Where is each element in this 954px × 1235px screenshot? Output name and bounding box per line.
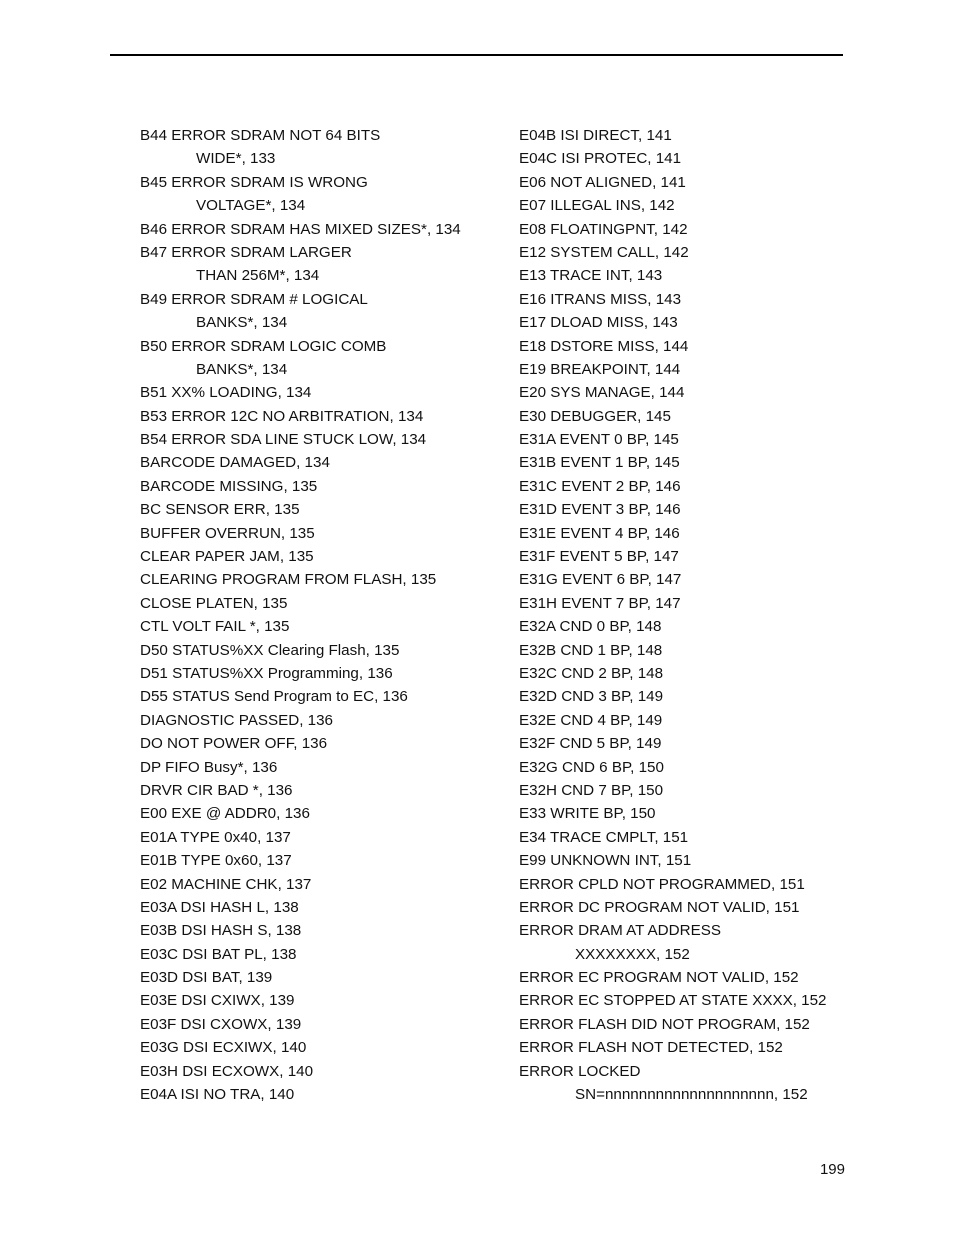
index-entry: B50 ERROR SDRAM LOGIC COMB	[140, 337, 387, 355]
index-entry: B49 ERROR SDRAM # LOGICAL	[140, 290, 368, 308]
index-entry: D55 STATUS Send Program to EC, 136	[140, 688, 408, 706]
index-entry: E99 UNKNOWN INT, 151	[519, 852, 692, 870]
index-entry: ERROR DC PROGRAM NOT VALID, 151	[519, 898, 800, 916]
index-entry: E32D CND 3 BP, 149	[519, 688, 664, 706]
header-rule	[110, 54, 843, 56]
index-entry-continuation: BANKS*, 134	[196, 314, 288, 332]
index-entry: E04B ISI DIRECT, 141	[519, 127, 672, 144]
index-entry: E31A EVENT 0 BP, 145	[519, 431, 679, 449]
index-entry: D50 STATUS%XX Clearing Flash, 135	[140, 641, 400, 659]
index-entry: E31H EVENT 7 BP, 147	[519, 594, 681, 612]
index-entry: E32F CND 5 BP, 149	[519, 735, 662, 753]
index-entry: E03F DSI CXOWX, 139	[140, 1015, 302, 1033]
index-entry: E32E CND 4 BP, 149	[519, 711, 663, 729]
index-entry: E02 MACHINE CHK, 137	[140, 875, 312, 893]
index-entry: DIAGNOSTIC PASSED, 136	[140, 711, 333, 729]
index-entry-continuation: THAN 256M*, 134	[196, 267, 320, 285]
index-entry: B53 ERROR 12C NO ARBITRATION, 134	[140, 407, 424, 425]
index-entry: E33 WRITE BP, 150	[519, 805, 656, 823]
index-column-right	[519, 124, 849, 1106]
index-entry: E31B EVENT 1 BP, 145	[519, 454, 680, 472]
index-entry-continuation: VOLTAGE*, 134	[196, 197, 306, 215]
index-entry: E01B TYPE 0x60, 137	[140, 852, 292, 870]
index-entry: E32H CND 7 BP, 150	[519, 781, 664, 799]
index-entry: B44 ERROR SDRAM NOT 64 BITS	[140, 127, 381, 144]
index-entry: B47 ERROR SDRAM LARGER	[140, 243, 352, 261]
index-entry: E30 DEBUGGER, 145	[519, 407, 671, 425]
index-entry: E18 DSTORE MISS, 144	[519, 337, 689, 355]
index-entry: E03E DSI CXIWX, 139	[140, 992, 295, 1010]
index-entry: E04C ISI PROTEC, 141	[519, 150, 682, 168]
index-column-left	[140, 124, 515, 1106]
index-entry: E32B CND 1 BP, 148	[519, 641, 663, 659]
index-entry: ERROR EC STOPPED AT STATE XXXX, 152	[519, 992, 827, 1010]
index-entry: E07 ILLEGAL INS, 142	[519, 197, 675, 215]
index-entry: ERROR FLASH NOT DETECTED, 152	[519, 1039, 783, 1057]
index-entry: E34 TRACE CMPLT, 151	[519, 828, 689, 846]
index-entry: E17 DLOAD MISS, 143	[519, 314, 678, 332]
index-entry: E03G DSI ECXIWX, 140	[140, 1039, 307, 1057]
index-entry: E31D EVENT 3 BP, 146	[519, 501, 681, 519]
index-entry: DO NOT POWER OFF, 136	[140, 735, 328, 753]
index-entry: CLEARING PROGRAM FROM FLASH, 135	[140, 571, 437, 589]
index-entry: ERROR DRAM AT ADDRESS	[519, 922, 721, 940]
index-entry: E31C EVENT 2 BP, 146	[519, 477, 681, 495]
index-entry: DRVR CIR BAD *, 136	[140, 781, 293, 799]
index-entry: B45 ERROR SDRAM IS WRONG	[140, 173, 368, 191]
index-entry: ERROR LOCKED	[519, 1062, 641, 1080]
index-entry: D51 STATUS%XX Programming, 136	[140, 664, 393, 682]
index-entry: B54 ERROR SDA LINE STUCK LOW, 134	[140, 431, 427, 449]
index-entry: E32A CND 0 BP, 148	[519, 618, 662, 636]
index-entry: E03A DSI HASH L, 138	[140, 898, 299, 916]
index-entry: E03B DSI HASH S, 138	[140, 922, 302, 940]
index-entry: BARCODE DAMAGED, 134	[140, 454, 330, 472]
index-entry: ERROR EC PROGRAM NOT VALID, 152	[519, 969, 799, 987]
index-entry: E16 ITRANS MISS, 143	[519, 290, 682, 308]
index-entry: E03D DSI BAT, 139	[140, 969, 273, 987]
page-number: 199	[819, 1161, 845, 1178]
index-entry-continuation: WIDE*, 133	[196, 150, 276, 168]
index-entry: B46 ERROR SDRAM HAS MIXED SIZES*, 134	[140, 220, 461, 238]
index-entry: E06 NOT ALIGNED, 141	[519, 173, 686, 191]
index-entry: E04A ISI NO TRA, 140	[140, 1086, 295, 1104]
index-entry: BC SENSOR ERR, 135	[140, 501, 300, 519]
index-entry-continuation: XXXXXXXX, 152	[575, 945, 690, 963]
index-entry: E32C CND 2 BP, 148	[519, 664, 664, 682]
index-entry: E19 BREAKPOINT, 144	[519, 360, 681, 378]
index-entry: E12 SYSTEM CALL, 142	[519, 243, 689, 261]
index-entry: E32G CND 6 BP, 150	[519, 758, 664, 776]
index-entry: E20 SYS MANAGE, 144	[519, 384, 685, 402]
index-entry: E01A TYPE 0x40, 137	[140, 828, 291, 846]
index-entry: E13 TRACE INT, 143	[519, 267, 663, 285]
index-entry: BUFFER OVERRUN, 135	[140, 524, 315, 542]
index-entry: B51 XX% LOADING, 134	[140, 384, 312, 402]
index-entry: DP FIFO Busy*, 136	[140, 758, 278, 776]
index-entry: BARCODE MISSING, 135	[140, 477, 318, 495]
index-entry-continuation: BANKS*, 134	[196, 360, 288, 378]
index-entry: E31F EVENT 5 BP, 147	[519, 548, 679, 566]
index-entry: CTL VOLT FAIL *, 135	[140, 618, 290, 636]
index-entry: CLEAR PAPER JAM, 135	[140, 548, 314, 566]
index-entry: E03H DSI ECXOWX, 140	[140, 1062, 314, 1080]
index-entry-continuation: SN=nnnnnnnnnnnnnnnnnnnn, 152	[575, 1086, 808, 1104]
index-entry: ERROR CPLD NOT PROGRAMMED, 151	[519, 875, 805, 893]
index-entry: E00 EXE @ ADDR0, 136	[140, 805, 310, 823]
index-entry: E31E EVENT 4 BP, 146	[519, 524, 680, 542]
index-entry: E31G EVENT 6 BP, 147	[519, 571, 682, 589]
index-entry: E03C DSI BAT PL, 138	[140, 945, 297, 963]
index-entry: CLOSE PLATEN, 135	[140, 594, 288, 612]
index-entry: ERROR FLASH DID NOT PROGRAM, 152	[519, 1015, 810, 1033]
index-entry: E08 FLOATINGPNT, 142	[519, 220, 688, 238]
